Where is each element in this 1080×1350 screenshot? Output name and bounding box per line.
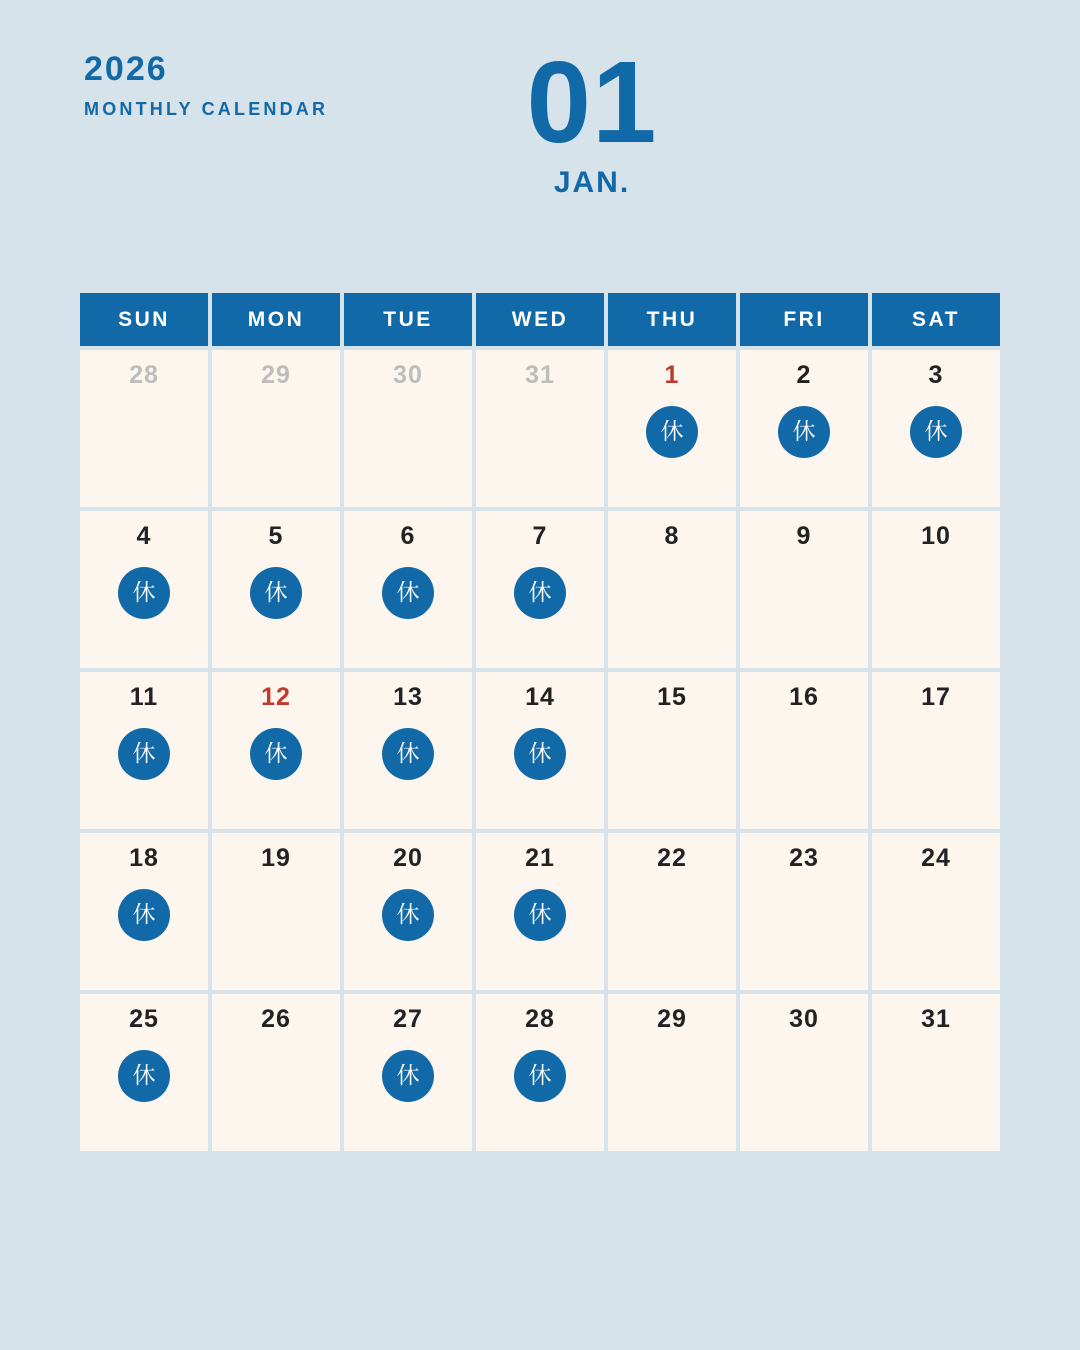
day-number: 28: [525, 1005, 555, 1033]
closed-day-badge: 休: [118, 567, 170, 619]
day-cell[interactable]: [212, 833, 340, 990]
day-number: 26: [261, 1005, 291, 1033]
day-cell[interactable]: [344, 350, 472, 507]
day-number: 6: [400, 522, 416, 550]
day-cell[interactable]: [872, 994, 1000, 1151]
day-number: 29: [657, 1005, 687, 1033]
closed-day-badge: 休: [382, 1050, 434, 1102]
day-number: 9: [796, 522, 812, 550]
weekday-header-fri: FRI: [740, 293, 868, 346]
day-number: 11: [129, 683, 159, 711]
day-number: 15: [657, 683, 687, 711]
weekday-header-thu: THU: [608, 293, 736, 346]
day-cell[interactable]: [476, 350, 604, 507]
closed-day-badge: 休: [514, 728, 566, 780]
day-cell[interactable]: [476, 994, 604, 1151]
day-number: 31: [525, 361, 555, 389]
day-number: 14: [525, 683, 555, 711]
calendar-header: [84, 37, 996, 242]
day-cell[interactable]: [872, 833, 1000, 990]
calendar-grid: [80, 293, 1000, 1151]
weekday-header-sun: SUN: [80, 293, 208, 346]
day-number: 22: [657, 844, 687, 872]
day-cell[interactable]: [476, 833, 604, 990]
day-number: 7: [532, 522, 548, 550]
closed-day-badge: 休: [250, 728, 302, 780]
day-cell[interactable]: [740, 350, 868, 507]
month-name: JAN.: [553, 165, 631, 199]
day-cell[interactable]: [212, 994, 340, 1151]
day-cells: [80, 350, 1000, 1151]
closed-day-badge: 休: [382, 889, 434, 941]
day-cell[interactable]: [872, 350, 1000, 507]
year-label: 2026: [84, 50, 168, 88]
day-cell[interactable]: [740, 511, 868, 668]
day-number: 23: [789, 844, 819, 872]
day-cell[interactable]: [344, 672, 472, 829]
day-number: 18: [129, 844, 159, 872]
day-cell[interactable]: [344, 833, 472, 990]
day-cell[interactable]: [608, 350, 736, 507]
day-number: 19: [261, 844, 291, 872]
day-number: 8: [664, 522, 680, 550]
day-cell[interactable]: [608, 833, 736, 990]
closed-day-badge: 休: [778, 406, 830, 458]
day-number: 17: [921, 683, 951, 711]
closed-day-badge: 休: [514, 567, 566, 619]
day-number: 28: [129, 361, 159, 389]
day-number: 2: [796, 361, 812, 389]
day-number: 16: [789, 683, 819, 711]
day-number: 3: [928, 361, 944, 389]
day-cell[interactable]: [740, 994, 868, 1151]
day-number: 27: [393, 1005, 423, 1033]
closed-day-badge: 休: [118, 1050, 170, 1102]
day-cell[interactable]: [80, 833, 208, 990]
closed-day-badge: 休: [514, 1050, 566, 1102]
day-number: 10: [921, 522, 951, 550]
day-cell[interactable]: [80, 994, 208, 1151]
day-number: 4: [136, 522, 152, 550]
closed-day-badge: 休: [118, 889, 170, 941]
day-number: 20: [393, 844, 423, 872]
day-number: 24: [921, 844, 951, 872]
day-cell[interactable]: [608, 994, 736, 1151]
day-number: 29: [261, 361, 291, 389]
day-cell[interactable]: [344, 994, 472, 1151]
month-number: 01: [526, 37, 658, 167]
day-cell[interactable]: [80, 672, 208, 829]
closed-day-badge: 休: [382, 728, 434, 780]
day-cell[interactable]: [740, 672, 868, 829]
day-number: 1: [664, 361, 680, 389]
closed-day-badge: 休: [250, 567, 302, 619]
month-block: [472, 37, 712, 200]
day-cell[interactable]: [608, 672, 736, 829]
weekday-header-tue: TUE: [344, 293, 472, 346]
day-cell[interactable]: [212, 350, 340, 507]
weekday-header-sat: SAT: [872, 293, 1000, 346]
day-number: 25: [129, 1005, 159, 1033]
day-number: 5: [268, 522, 284, 550]
day-cell[interactable]: [872, 672, 1000, 829]
closed-day-badge: 休: [646, 406, 698, 458]
day-cell[interactable]: [476, 511, 604, 668]
weekday-header-row: [80, 293, 1000, 346]
closed-day-badge: 休: [118, 728, 170, 780]
day-number: 12: [261, 683, 291, 711]
closed-day-badge: 休: [382, 567, 434, 619]
weekday-header-mon: MON: [212, 293, 340, 346]
day-number: 21: [525, 844, 555, 872]
day-cell[interactable]: [344, 511, 472, 668]
day-cell[interactable]: [212, 511, 340, 668]
day-cell[interactable]: [476, 672, 604, 829]
day-cell[interactable]: [80, 350, 208, 507]
day-number: 13: [393, 683, 423, 711]
closed-day-badge: 休: [514, 889, 566, 941]
day-cell[interactable]: [80, 511, 208, 668]
day-cell[interactable]: [740, 833, 868, 990]
day-number: 30: [393, 361, 423, 389]
day-cell[interactable]: [608, 511, 736, 668]
day-cell[interactable]: [212, 672, 340, 829]
weekday-header-wed: WED: [476, 293, 604, 346]
day-number: 31: [921, 1005, 951, 1033]
day-cell[interactable]: [872, 511, 1000, 668]
calendar-subtitle: MONTHLY CALENDAR: [84, 99, 329, 119]
day-number: 30: [789, 1005, 819, 1033]
closed-day-badge: 休: [910, 406, 962, 458]
